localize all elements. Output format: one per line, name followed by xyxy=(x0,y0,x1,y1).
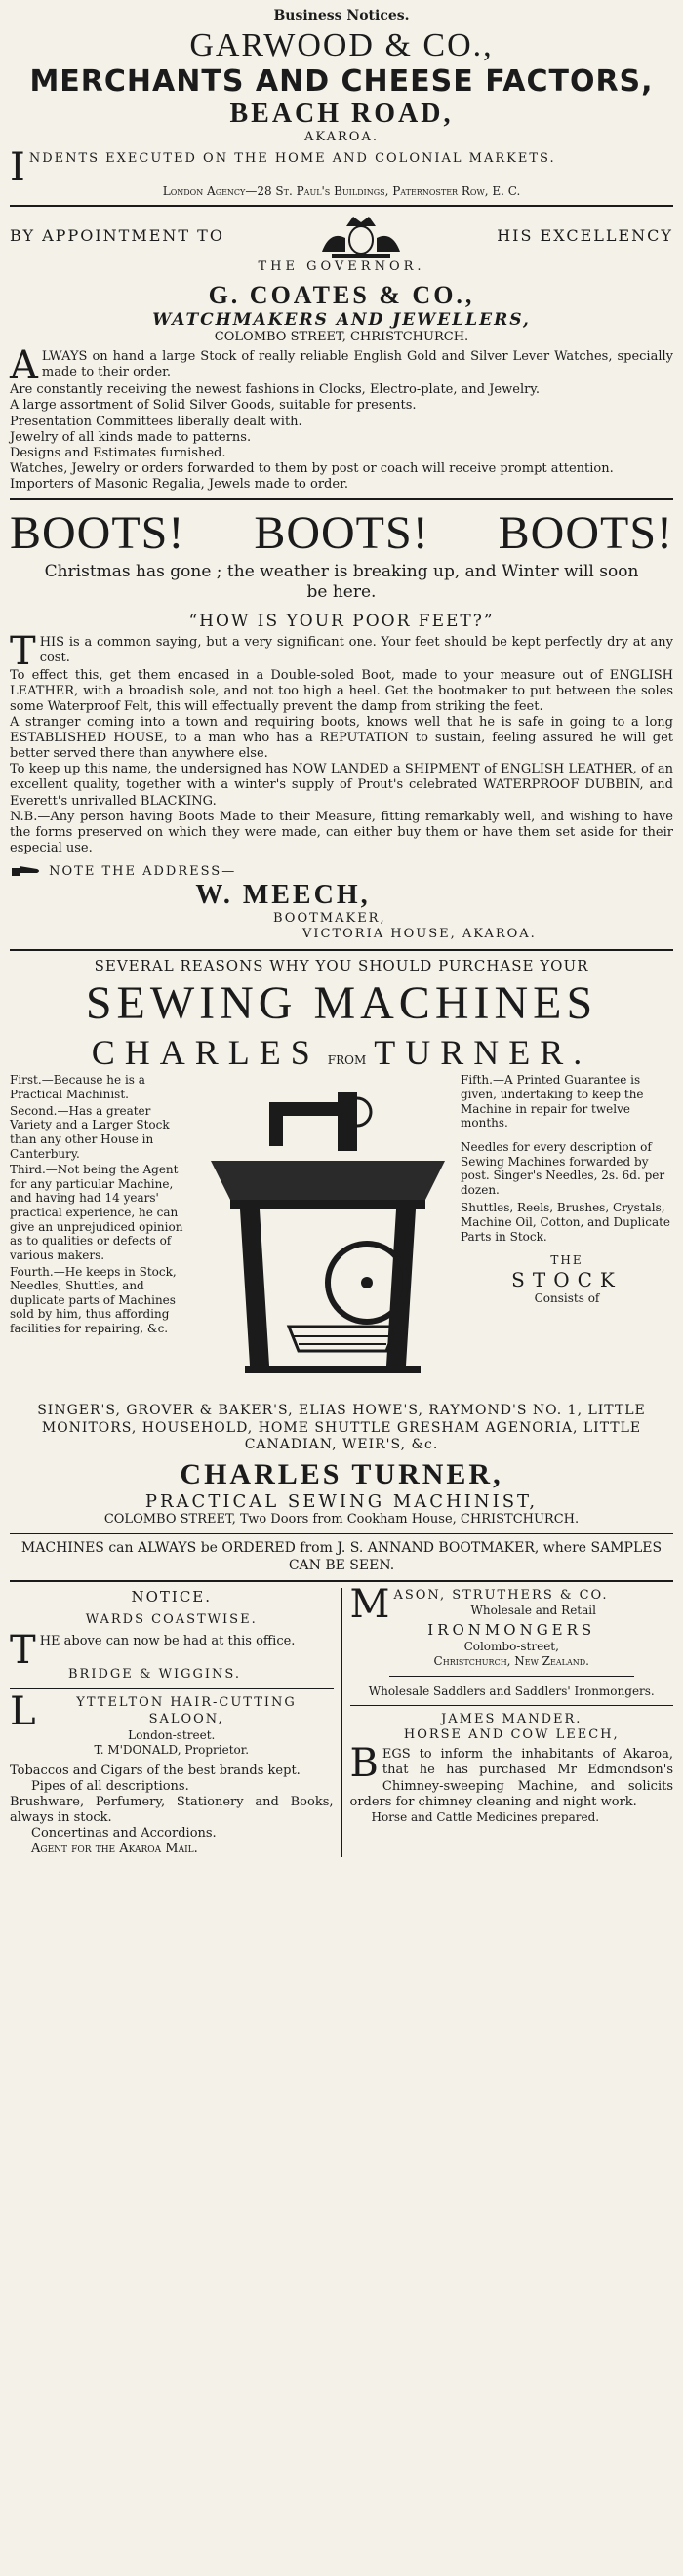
divider xyxy=(350,1705,674,1706)
consists-word: Consists of xyxy=(534,1290,600,1305)
coates-ad xyxy=(10,213,673,493)
coates-appointment-right: HIS EXCELLENCY xyxy=(497,225,673,245)
mander-text: EGS to inform the inhabitants of Akaroa, that he has purchased Mr Edmondson's Chimney-sweeping Machine, and solicits orders for chimney cleaning and night work. xyxy=(349,1747,673,1809)
reason-second: Second.—Has a greater Variety and a Larger Stock than any other House in Canterbury. xyxy=(10,1103,170,1161)
garwood-town: AKAROA. xyxy=(304,130,379,144)
boots-word-1: BOOTS! xyxy=(10,507,185,560)
garwood-agency: London Agency—28 St. Paul's Buildings, Paternoster Row, E. C. xyxy=(162,184,521,199)
boots-question: “HOW IS YOUR POOR FEET?” xyxy=(188,611,495,631)
sewing-left-column xyxy=(10,1073,195,1399)
reason-fifth: Fifth.—A Printed Guarantee is given, undertaking to keep the Machine in repair for twelve months. xyxy=(461,1073,644,1130)
lyttelton-p3: Brushware, Perfumery, Stationery and Books, always in stock. xyxy=(10,1794,334,1826)
coates-street: COLOMBO STREET, CHRISTCHURCH. xyxy=(214,330,469,345)
mander-name: JAMES MANDER. xyxy=(441,1711,583,1726)
lyttelton-prop: T. M'DONALD, Proprietor. xyxy=(94,1743,250,1758)
mander-ad xyxy=(350,1712,674,1825)
garwood-indents xyxy=(10,145,673,199)
garwood-name: GARWOOD & CO., xyxy=(189,27,494,63)
coates-p1: LWAYS on hand a large Stock of really reliable English Gold and Silver Lever Watches, specially made to their order. xyxy=(41,349,673,380)
coates-governor: THE GOVERNOR. xyxy=(258,258,425,274)
boots-p1: HIS is a common saying, but a very significant one. Your feet should be kept perfectly dry at any cost. xyxy=(39,634,673,665)
mason-ad xyxy=(349,1582,674,1699)
boots-dropcap: T xyxy=(10,628,36,674)
page-header: Business Notices. xyxy=(273,8,410,23)
coates-dropcap: A xyxy=(10,343,38,389)
the-word: THE xyxy=(550,1253,583,1268)
lyttelton-name: YTTELTON HAIR-CUTTING SALOON, xyxy=(76,1695,297,1726)
garwood-line2: MERCHANTS AND CHEESE FACTORS, xyxy=(29,64,654,99)
notice-text: HE above can now be had at this office. xyxy=(39,1634,296,1649)
lyttelton-street: London-street. xyxy=(128,1728,216,1743)
bottom-columns xyxy=(10,1582,673,1857)
mander-dropcap: B xyxy=(349,1741,379,1787)
stock-word: STOCK xyxy=(511,1267,623,1291)
coates-p2: Are constantly receiving the newest fashions in Clocks, Electro-plate, and Jewelry. xyxy=(10,382,541,398)
boots-p3: A stranger coming into a town and requiring boots, knows well that he is safe in going to a long ESTABLISHED HOUSE, to a man who has a REPUTATION to sustain, feeling assured he will get better served there than anywhere else. xyxy=(10,714,673,762)
garwood-line3: BEACH ROAD, xyxy=(229,99,454,129)
boots-note xyxy=(10,864,673,880)
garwood-ad xyxy=(10,27,673,199)
right-bottom-column xyxy=(349,1582,674,1857)
garwood-dropcap: I xyxy=(10,145,25,191)
turner-name: CHARLES TURNER, xyxy=(180,1457,503,1490)
sewing-machines-ad xyxy=(10,957,673,1575)
notice-dropcap: T xyxy=(10,1628,36,1674)
royal-coat-of-arms-icon xyxy=(302,213,420,259)
reason-fourth: Fourth.—He keeps in Stock, Needles, Shuttles, and duplicate parts of Machines sold by him, thus affording facilities for repairing, &c. xyxy=(10,1264,177,1336)
coates-p7: Watches, Jewelry or orders forwarded to them by post or coach will receive prompt attention. xyxy=(10,460,614,476)
mander-last: Horse and Cattle Medicines prepared. xyxy=(371,1809,600,1824)
lyttelton-dropcap: L xyxy=(10,1689,36,1735)
lyttelton-ad xyxy=(10,1689,334,1857)
sewing-machine-illustration xyxy=(201,1073,455,1399)
sewing-title: SEWING MACHINES xyxy=(85,977,598,1030)
boots-word-3: BOOTS! xyxy=(498,507,673,560)
mason-whole: Wholesale Saddlers and Saddlers' Ironmongers. xyxy=(368,1684,655,1699)
divider xyxy=(10,949,673,951)
boots-p5: N.B.—Any person having Boots Made to their Measure, fitting remarkably well, and wishing to have the forms preserved on which they were made, can either buy them or have them set aside for their especial use. xyxy=(10,809,673,855)
boots-ad xyxy=(10,506,673,943)
coates-p3: A large assortment of Solid Silver Goods, suitable for presents. xyxy=(10,398,417,414)
sewing-right-column xyxy=(461,1073,673,1399)
sewing-machine-icon xyxy=(201,1073,455,1395)
divider xyxy=(10,205,673,207)
boots-p2: To effect this, get them encased in a Double-soled Boot, made to your measure out of ENGLISH LEATHER, with a broadish sole, and not too high a heel. Get the bootmaker to put between the soles some Waterproof Felt, this will effectually prevent the damp from striking the feet. xyxy=(10,667,673,714)
coates-p4: Presentation Committees liberally dealt with. xyxy=(10,414,302,429)
coates-trade: WATCHMAKERS AND JEWELLERS, xyxy=(152,310,531,331)
from-word: FROM xyxy=(327,1053,367,1068)
notice-sub: WARDS COASTWISE. xyxy=(85,1611,258,1627)
notice-sign: BRIDGE & WIGGINS. xyxy=(68,1667,241,1683)
mason-sub: Wholesale and Retail xyxy=(470,1604,596,1618)
boots-headline xyxy=(10,506,673,560)
boots-word-2: BOOTS! xyxy=(254,507,429,560)
coates-p8: Importers of Masonic Regalia, Jewels made to order. xyxy=(10,477,348,493)
sewing-brands: SINGER'S, GROVER & BAKER'S, ELIAS HOWE'S, RAYMOND'S NO. 1, LITTLE MONITORS, HOUSEHOLD, HOME SHUTTLE GRESHAM AGENORIA, LITTLE CANADIAN, WEIR'S, &c. xyxy=(37,1403,646,1453)
mason-name: ASON, STRUTHERS & CO. xyxy=(393,1588,609,1604)
sewing-order: MACHINES can ALWAYS be ORDERED from J. S. ANNAND BOOTMAKER, where SAMPLES CAN BE SEEN. xyxy=(20,1540,663,1573)
mander-trade: HORSE AND COW LEECH, xyxy=(403,1727,620,1743)
notice-title: NOTICE. xyxy=(131,1588,213,1606)
sewing-needles: Needles for every description of Sewing Machines forwarded by post. Singer's Needles, 2s. 6d. per dozen. xyxy=(461,1139,665,1197)
lyttelton-p1: Tobaccos and Cigars of the best brands kept. xyxy=(10,1763,301,1778)
charles-word: CHARLES xyxy=(91,1033,320,1073)
coates-p6: Designs and Estimates furnished. xyxy=(10,445,226,460)
lyttelton-p5: Agent for the Akaroa Mail. xyxy=(31,1842,198,1857)
garwood-indents-text: NDENTS EXECUTED ON THE HOME AND COLONIAL MARKETS. xyxy=(28,151,556,167)
boots-note-text: NOTE THE ADDRESS— xyxy=(49,863,237,879)
divider xyxy=(10,1580,673,1582)
mason-dropcap: M xyxy=(349,1582,390,1628)
divider xyxy=(10,1533,673,1534)
lyttelton-p2: Pipes of all descriptions. xyxy=(31,1778,189,1794)
sewing-shuttles: Shuttles, Reels, Brushes, Crystals, Machine Oil, Cotton, and Duplicate Parts in Stock. xyxy=(461,1201,671,1244)
divider xyxy=(10,498,673,500)
notice-ad xyxy=(10,1588,334,1683)
meech-address: VICTORIA HOUSE, AKAROA. xyxy=(302,927,537,942)
reason-first: First.—Because he is a Practical Machinist. xyxy=(10,1073,145,1102)
boots-intro: Christmas has gone ; the weather is breaking up, and Winter will soon be here. xyxy=(44,562,639,603)
coates-p5: Jewelry of all kinds made to patterns. xyxy=(10,429,252,445)
divider xyxy=(10,1688,334,1689)
pointing-hand-icon xyxy=(10,864,43,878)
coates-name: G. COATES & CO., xyxy=(208,281,475,310)
boots-p4: To keep up this name, the undersigned has NOW LANDED a SHIPMENT of ENGLISH LEATHER, of an excellent quality, together with a winter's supply of Prout's celebrated WATERPROOF DUBBIN, and Everett's unrivalled BLACKING. xyxy=(10,762,673,809)
divider xyxy=(389,1676,635,1677)
coates-appointment-left: BY APPOINTMENT TO xyxy=(10,225,224,245)
turner-trade: PRACTICAL SEWING MACHINIST, xyxy=(144,1490,539,1512)
reason-third: Third.—Not being the Agent for any particular Machine, and having had 14 years' practical experience, he can give an unprejudiced opinion as to qualities or defects of various makers. xyxy=(10,1163,183,1262)
turner-street: COLOMBO STREET, Two Doors from Cookham House, CHRISTCHURCH. xyxy=(103,1511,580,1526)
sewing-reasons: SEVERAL REASONS WHY YOU SHOULD PURCHASE YOUR xyxy=(94,956,589,974)
mason-trade: IRONMONGERS xyxy=(427,1621,596,1640)
turner-word: TURNER. xyxy=(374,1033,592,1073)
meech-name: W. MEECH, xyxy=(195,880,371,911)
mason-city: Christchurch, New Zealand. xyxy=(433,1653,589,1668)
meech-trade: BOOTMAKER, xyxy=(273,911,386,927)
mason-street: Colombo-street, xyxy=(463,1639,559,1653)
left-bottom-column xyxy=(10,1588,334,1857)
lyttelton-p4: Concertinas and Accordions. xyxy=(31,1826,217,1842)
